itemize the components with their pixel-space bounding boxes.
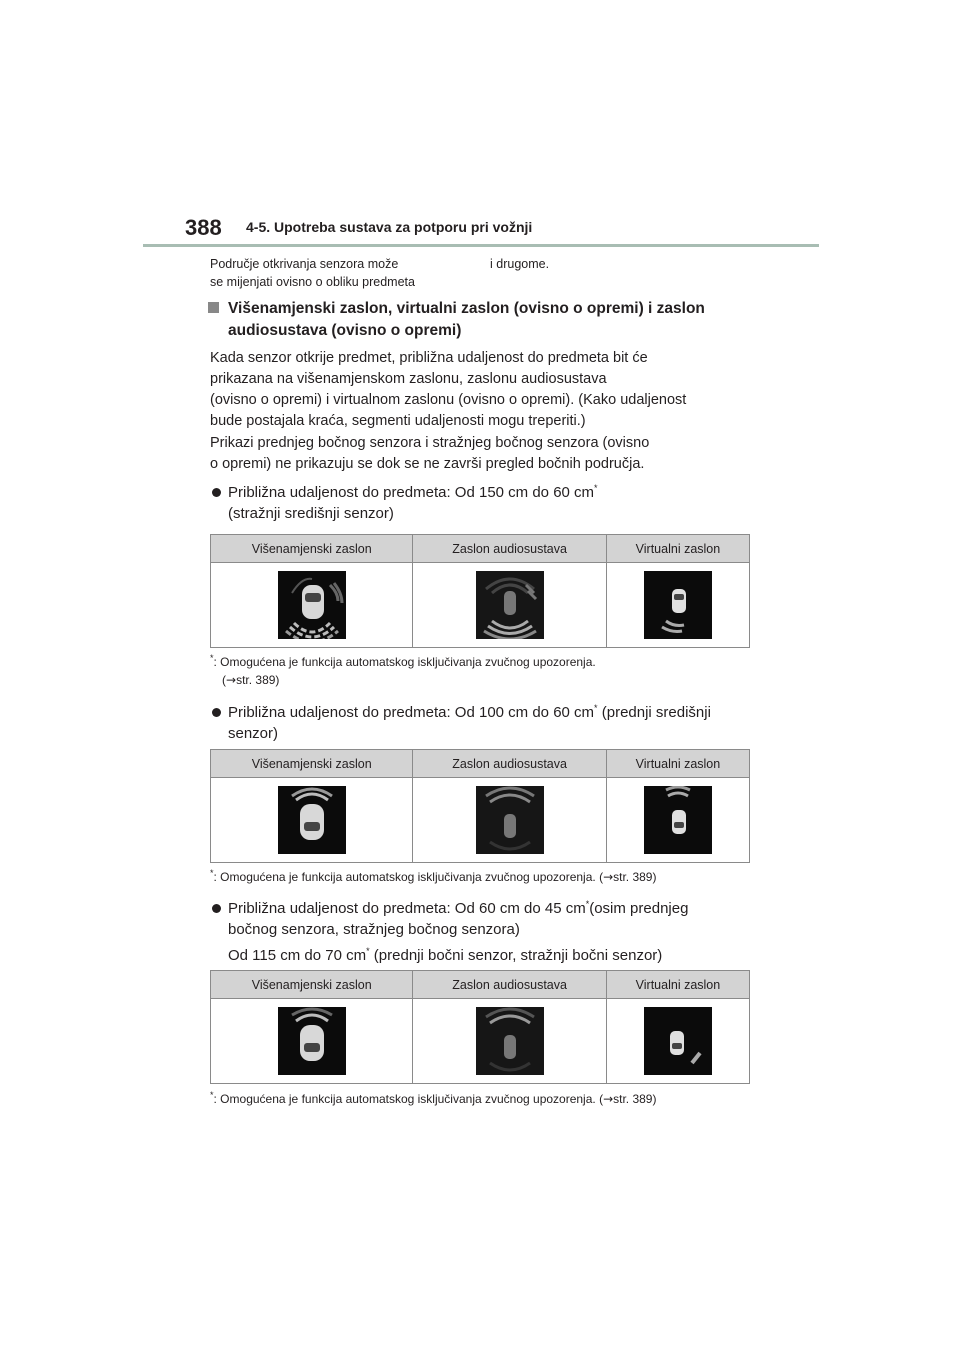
table-row (211, 563, 750, 648)
audio-display-front-side-icon (476, 1007, 544, 1075)
bullet-line: senzor) (228, 725, 279, 742)
virtual-display-front-icon (644, 786, 712, 854)
bullet-line: (prednji bočni senzor, stražnji bočni senzor) (369, 947, 663, 964)
footnote-rear (210, 653, 596, 689)
paragraph-line: Prikazi prednjeg bočnog senzora i stražnjeg bočnog senzora (ovisno (210, 435, 650, 451)
footnote-marker: * (210, 868, 214, 878)
footnote-side (210, 1090, 656, 1108)
bullet-line: Od 115 cm do 70 cm (228, 947, 367, 964)
audio-display-front-icon (476, 786, 544, 854)
carryover-line: se mijenjati ovisno o obliku predmeta (210, 275, 415, 289)
bullet-line: (osim prednjeg (589, 900, 689, 917)
section-title-line: Višenamjenski zaslon, virtualni zaslon (ovisno o opremi) i zaslon (228, 300, 705, 317)
footnote-text: : Omogućena je funkcija automatskog isključivanja zvučnog upozorenja. ( (213, 1092, 604, 1106)
section-title-line: audiosustava (ovisno o opremi) (228, 322, 462, 339)
table-cell (413, 999, 606, 1084)
table-header-row (211, 971, 750, 999)
bullet-line: (stražnji središnji senzor) (228, 505, 394, 522)
table-cell (413, 563, 606, 648)
paragraph-1 (210, 348, 770, 432)
footnote-text: : Omogućena je funkcija automatskog isključivanja zvučnog upozorenja. (213, 655, 596, 669)
footnote-marker: * (366, 946, 370, 956)
bullet-text (210, 702, 770, 723)
paragraph-line: bude postajala kraća, segmenti udaljenosti mogu treperiti.) (210, 413, 586, 429)
multi-display-front-icon (278, 786, 346, 854)
table-header-cell: Zaslon audiosustava (413, 750, 606, 778)
bullet-close-range (210, 898, 770, 966)
paragraph-2 (210, 433, 770, 475)
table-row (211, 999, 750, 1084)
display-table-rear (210, 534, 750, 648)
audio-display-rear-icon (476, 571, 544, 639)
page-reference-link[interactable]: str. 389) (613, 1092, 657, 1106)
table-cell (413, 778, 606, 863)
table-header-cell: Virtualni zaslon (606, 535, 749, 563)
footnote-text: : Omogućena je funkcija automatskog isključivanja zvučnog upozorenja. ( (213, 870, 604, 884)
virtual-display-side-icon (644, 1007, 712, 1075)
footnote-marker: * (210, 653, 214, 663)
table-header-row (211, 750, 750, 778)
table-header-row (211, 535, 750, 563)
bullet-line: bočnog senzora, stražnjeg bočnog senzora) (228, 921, 520, 938)
table-header-cell: Virtualni zaslon (606, 971, 749, 999)
table-header-cell: Višenamjenski zaslon (211, 750, 413, 778)
footnote-marker: * (585, 899, 590, 909)
section-heading (210, 298, 770, 342)
page-reference-link[interactable]: str. 389) (613, 870, 657, 884)
bullet-text (210, 945, 770, 966)
bullet-text (210, 898, 770, 919)
page-reference-link[interactable]: str. 389) (236, 673, 280, 687)
page-number: 388 (185, 215, 222, 240)
table-cell (606, 563, 749, 648)
bullet-front-center (210, 702, 770, 744)
carryover-text-right: i drugome. (490, 257, 550, 271)
footnote-front (210, 868, 656, 886)
bullet-rear-center (210, 482, 770, 524)
table-cell (211, 999, 413, 1084)
multi-display-rear-icon (278, 571, 346, 639)
paragraph-line: Kada senzor otkrije predmet, približna udaljenost do predmeta bit će (210, 350, 648, 366)
arrow-icon: → (603, 1092, 614, 1106)
header-rule (143, 244, 819, 247)
bullet-text (210, 482, 770, 503)
bullet-line: Približna udaljenost do predmeta: Od 100 cm do 60 cm (228, 704, 595, 721)
virtual-display-rear-icon (644, 571, 712, 639)
table-header-cell: Višenamjenski zaslon (211, 971, 413, 999)
paragraph-line: (ovisno o opremi) i virtualnom zaslonu (ovisno o opremi). (Kako udaljenost (210, 392, 687, 408)
display-table-front (210, 749, 750, 863)
bullet-icon (212, 708, 221, 717)
footnote-line (210, 653, 596, 671)
table-row (211, 778, 750, 863)
table-header-cell: Zaslon audiosustava (413, 971, 606, 999)
table-header-cell: Višenamjenski zaslon (211, 535, 413, 563)
arrow-icon: → (226, 673, 237, 687)
bullet-line: (prednji središnji (597, 704, 711, 721)
footnote-marker: * (210, 1090, 214, 1100)
table-cell (211, 778, 413, 863)
table-header-cell: Zaslon audiosustava (413, 535, 606, 563)
carryover-text-left (210, 255, 415, 291)
bullet-icon (212, 904, 221, 913)
paragraph-line: o opremi) ne prikazuju se dok se ne završi pregled bočnih područja. (210, 456, 645, 472)
arrow-icon: → (603, 870, 614, 884)
table-cell (211, 563, 413, 648)
table-cell (606, 999, 749, 1084)
table-header-cell: Virtualni zaslon (606, 750, 749, 778)
multi-display-front-side-icon (278, 1007, 346, 1075)
display-table-side (210, 970, 750, 1084)
chapter-title: 4-5. Upotreba sustava za potporu pri vožnji (246, 219, 533, 235)
bullet-line: Približna udaljenost do predmeta: Od 60 cm do 45 cm (228, 900, 586, 917)
paragraph-line: prikazana na višenamjenskom zaslonu, zaslonu audiosustava (210, 371, 607, 387)
footnote-marker: * (594, 483, 598, 493)
footnote-line: (→str. 389) (222, 673, 280, 687)
table-cell (606, 778, 749, 863)
carryover-line: Područje otkrivanja senzora može (210, 257, 399, 271)
bullet-icon (212, 488, 221, 497)
footnote-marker: * (594, 703, 598, 713)
section-square-icon (208, 302, 219, 313)
bullet-line: Približna udaljenost do predmeta: Od 150 cm do 60 cm (228, 484, 595, 501)
